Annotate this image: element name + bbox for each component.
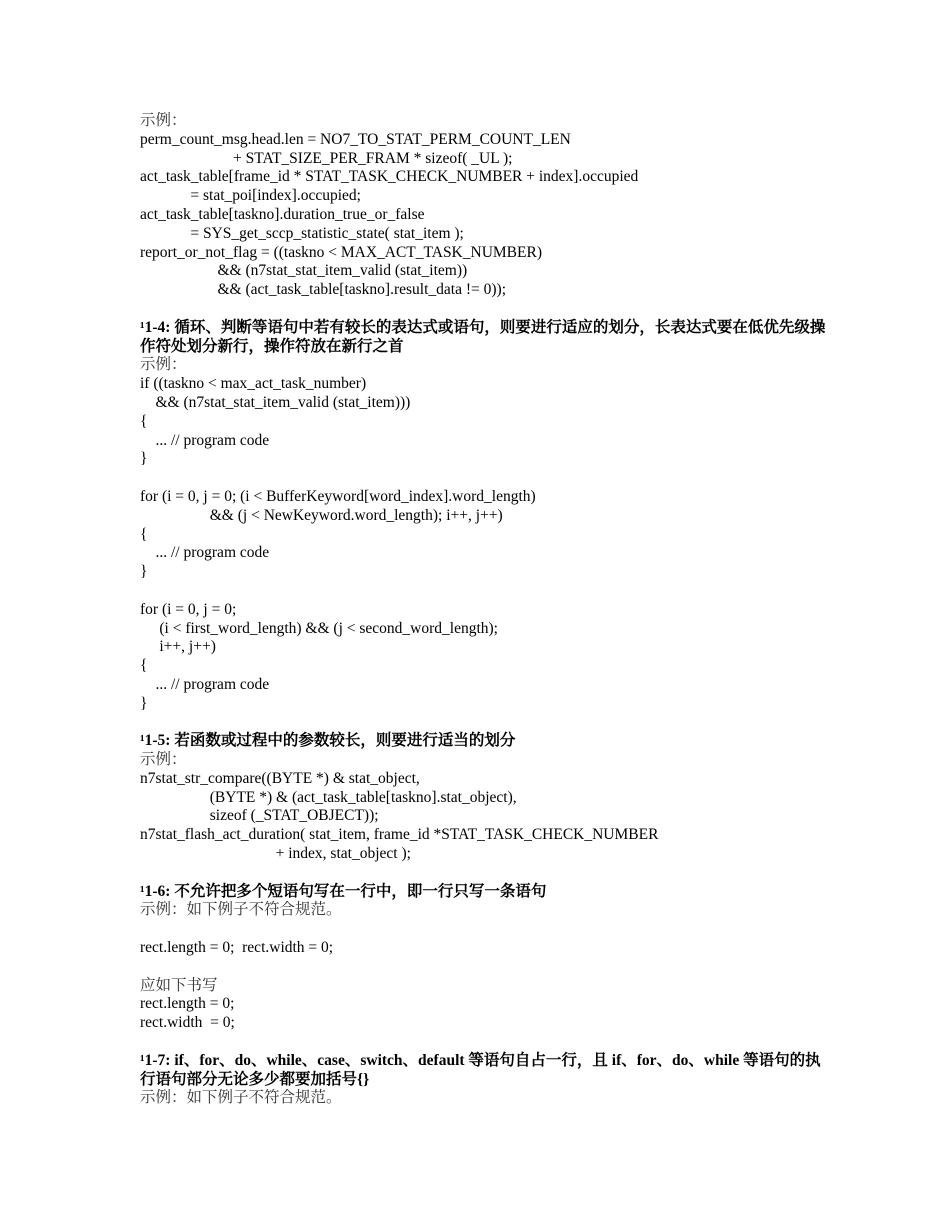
spacer [140, 920, 830, 939]
code-line: report_or_not_flag = ((taskno < MAX_ACT_TASK_NUMBER) [140, 243, 542, 261]
code-line: sizeof (_STAT_OBJECT)); [140, 807, 379, 825]
spacer [140, 958, 830, 977]
section-heading [140, 732, 830, 751]
code-line: ... // program code [140, 544, 270, 562]
spacer [140, 582, 830, 601]
example-label: 示例： [140, 112, 187, 129]
good-example-label: 应如下书写 [140, 976, 218, 994]
code-line: i++, j++) [140, 638, 216, 656]
section-1-3 [140, 112, 830, 300]
code-block [140, 601, 830, 714]
code-line: && (j < NewKeyword.word_length); i++, j++) [140, 506, 503, 524]
section-1-7 [140, 1052, 830, 1108]
code-line: { [140, 525, 148, 543]
rule-number: ¹1-7: [140, 1051, 171, 1069]
section-heading [140, 319, 830, 357]
code-line: } [140, 563, 148, 581]
code-line: ... // program code [140, 675, 270, 693]
rule-number: ¹1-6: [140, 882, 171, 900]
code-line: = stat_poi[index].occupied; [140, 187, 361, 205]
spacer [140, 714, 830, 733]
section-heading [140, 1052, 830, 1090]
spacer [140, 300, 830, 319]
code-line: (BYTE *) & (act_task_table[taskno].stat_object), [140, 788, 517, 806]
code-line: && (act_task_table[taskno].result_data != 0)); [140, 281, 507, 299]
code-line: if ((taskno < max_act_task_number) [140, 375, 367, 393]
code-line: for (i = 0, j = 0; [140, 600, 237, 618]
code-line: ... // program code [140, 431, 270, 449]
code-line: rect.width = 0; [140, 1014, 235, 1032]
code-line: for (i = 0, j = 0; (i < BufferKeyword[word_index].word_length) [140, 487, 536, 505]
code-block [140, 488, 830, 582]
code-line: { [140, 412, 148, 430]
code-line: } [140, 694, 148, 712]
code-line: rect.length = 0; [140, 995, 235, 1013]
rule-title: 不允许把多个短语句写在一行中，即一行只写一条语句 [174, 882, 547, 900]
code-block [140, 375, 830, 469]
code-block [140, 131, 830, 300]
spacer [140, 864, 830, 883]
example-label: 示例：如下例子不符合规范。 [140, 1089, 342, 1107]
code-line: perm_count_msg.head.len = NO7_TO_STAT_PERM_COUNT_LEN [140, 130, 571, 148]
code-block [140, 995, 830, 1033]
code-line: + STAT_SIZE_PER_FRAM * sizeof( _UL ); [140, 149, 513, 167]
rule-number: ¹1-5: [140, 732, 171, 750]
document-page [140, 112, 830, 1108]
code-line: act_task_table[frame_id * STAT_TASK_CHECK_NUMBER + index].occupied [140, 168, 639, 186]
code-line: && (n7stat_stat_item_valid (stat_item)) [140, 262, 468, 280]
spacer [140, 469, 830, 488]
section-heading [140, 883, 830, 902]
code-block [140, 770, 830, 864]
rule-title: 若函数或过程中的参数较长，则要进行适当的划分 [174, 732, 516, 750]
code-line: (i < first_word_length) && (j < second_word_length); [140, 619, 498, 637]
code-line: && (n7stat_stat_item_valid (stat_item))) [140, 393, 411, 411]
code-line: n7stat_str_compare((BYTE *) & stat_object, [140, 769, 420, 787]
code-line: } [140, 450, 148, 468]
rule-title: if、for、do、while、case、switch、default 等语句自占一行，且 if、for、do、while 等语句的执行语句部分无论多少都要加括号{} [140, 1051, 821, 1088]
section-1-5 [140, 732, 830, 864]
example-label: 示例：如下例子不符合规范。 [140, 901, 342, 919]
spacer [140, 1033, 830, 1052]
code-line: { [140, 657, 148, 675]
section-1-6 [140, 883, 830, 1033]
code-line: + index, stat_object ); [140, 845, 411, 863]
example-label: 示例： [140, 356, 187, 374]
example-label: 示例： [140, 751, 187, 769]
code-line: rect.length = 0; rect.width = 0; [140, 939, 334, 957]
rule-title: 循环、判断等语句中若有较长的表达式或语句，则要进行适应的划分，长表达式要在低优先级操作符处划分新行，操作符放在新行之首 [140, 318, 826, 355]
code-line: = SYS_get_sccp_statistic_state( stat_item ); [140, 224, 464, 242]
code-line: act_task_table[taskno].duration_true_or_false [140, 205, 425, 223]
code-line: n7stat_flash_act_duration( stat_item, frame_id *STAT_TASK_CHECK_NUMBER [140, 826, 659, 844]
rule-number: ¹1-4: [140, 318, 171, 336]
section-1-4 [140, 319, 830, 714]
